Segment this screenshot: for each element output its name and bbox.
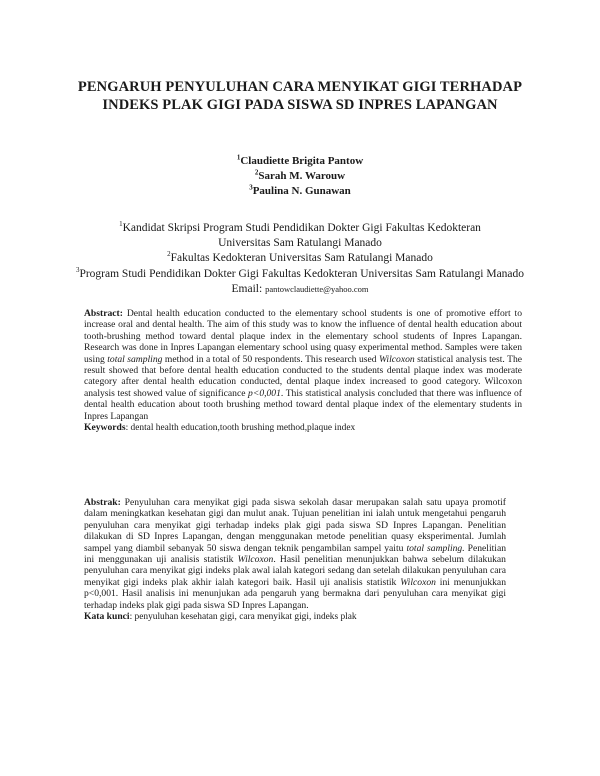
abstract-id-italic-3: Wilcoxon <box>400 576 436 588</box>
title-line-2: INDEKS PLAK GIGI PADA SISWA SD INPRES LAPANGAN <box>102 96 498 113</box>
author-3 <box>0 184 600 199</box>
author-1-name: Claudiette Brigita Pantow <box>240 155 364 167</box>
abstract-en-label: Abstract: <box>84 308 123 319</box>
affiliation-1 <box>0 221 600 236</box>
abstract-id-text-2: Penelitian ini menggunakan uji analisis statistik <box>84 542 506 566</box>
author-2-name: Sarah M. Warouw <box>258 170 346 182</box>
abstract-en-italic-1: total sampling <box>107 353 163 365</box>
abstract-indonesian <box>84 497 506 623</box>
email-label: Email: <box>231 282 266 295</box>
affiliation-2-text: Fakultas Kedokteran Universitas Sam Ratulangi Manado <box>170 252 433 265</box>
affiliation-1-num: 1 <box>119 220 123 229</box>
abstract-en-text-2: method in a total of 50 respondents. This research used <box>162 353 379 365</box>
affiliation-3-num: 3 <box>75 265 80 274</box>
author-3-name: Paulina N. Gunawan <box>252 185 351 197</box>
abstract-english <box>84 308 522 434</box>
abstract-id-text-1: Penyuluhan cara menyikat gigi pada siswa sekolah dasar merupakan salah satu upaya promotif dalam meningkatkan kesehatan gigi dan mulut anak. Tujuan penelitian ini ialah untuk mengetahui pengaruh penyuluhan cara menyikat gigi terhadap indeks plak gigi pada siswa SD Inpres Lapangan. Penelitian dilakukan di SD Inpres Lapangan, dengan menggunakan metode penelitian quasy eksperimental. Jumlah sampel yang diambil sebanyak 50 siswa dengan teknik pengambilan sampel yaitu <box>84 497 506 554</box>
abstract-id-body <box>84 497 506 611</box>
affiliation-3 <box>0 267 600 282</box>
keywords-id-text: : penyuluhan kesehatan gigi, cara menyikat gigi, indeks plak <box>129 612 357 623</box>
author-1 <box>0 154 600 169</box>
keywords-id <box>84 611 506 623</box>
abstract-id-text-4: ini menunjukkan p<0,001. Hasil analisis ini menunjukan ada pengaruh yang bermakna dari penyuluhan cara menyikat gigi terhadap indeks plak gigi pada siswa SD Inpres Lapangan. <box>84 576 506 611</box>
affiliation-3-text: Program Studi Pendidikan Dokter Gigi Fakultas Kedokteran Universitas Sam Ratulangi Manado <box>79 267 525 280</box>
abstract-en-text-1: Dental health education conducted to the elementary school students is one of promotive effort to increase oral and dental health. The aim of this study was to know the influence of dental health education about tooth-brushing method toward dental plaque index in the elementary school students of Inpres Lapangan. Research was done in Inpres Lapangan elementary school using quasy experimental method. Samples were taken using <box>84 308 522 365</box>
abstract-en-italic-3: p<0,001 <box>248 387 281 399</box>
abstract-en-body <box>84 308 522 422</box>
author-2 <box>0 169 600 184</box>
author-3-num: 3 <box>249 183 253 192</box>
abstract-en-text-3: statistical analysis test. The result showed that before dental health education conducted to the students dental plaque index was moderate category after dental health education conducted, dental plaque index increased to good category. Wilcoxon analysis test showed value of significance <box>84 353 522 399</box>
abstract-id-italic-2: Wilcoxon <box>237 554 274 566</box>
abstract-en-italic-2: Wilcoxon <box>378 353 415 365</box>
abstract-id-italic-1: total sampling. <box>406 542 465 554</box>
author-1-num: 1 <box>236 153 241 162</box>
affiliation-2 <box>0 251 600 266</box>
affiliations <box>0 221 600 297</box>
keywords-id-label: Kata kunci <box>84 611 130 623</box>
keywords-en-text: : dental health education,tooth brushing method,plaque index <box>125 423 356 434</box>
title-line-1: PENGARUH PENYULUHAN CARA MENYIKAT GIGI TERHADAP <box>77 79 523 95</box>
email-address[interactable]: pantowclaudiette@yahoo.com <box>265 283 369 294</box>
abstract-id-label: Abstrak: <box>84 497 121 508</box>
author-2-num: 2 <box>254 168 259 177</box>
email-line <box>0 282 600 297</box>
keywords-en-label: Keywords <box>84 422 126 434</box>
affiliation-1-line-2: Universitas Sam Ratulangi Manado <box>218 237 382 250</box>
abstract-id-text-3: . Hasil penelitian menunjukkan bahwa sebelum dilakukan penyuluhan cara menyikat gigi indeks plak awal ialah kategori sedang dan setelah dilakukan penyuluhan cara menyikat gigi indeks plak akhir ialah kategori baik. Hasil uji analisis statistik <box>84 554 506 588</box>
author-list <box>0 154 600 199</box>
keywords-en <box>84 422 522 434</box>
affiliation-1-line-1: Kandidat Skripsi Program Studi Pendidikan Dokter Gigi Fakultas Kedokteran <box>122 222 481 234</box>
paper-title <box>60 79 540 114</box>
abstract-en-text-4: . This statistical analysis concluded that there was influence of dental health education about tooth brushing method toward dental plaque index of the elementary students in Inpres Lapangan <box>84 387 522 422</box>
affiliation-2-num: 2 <box>167 250 171 259</box>
